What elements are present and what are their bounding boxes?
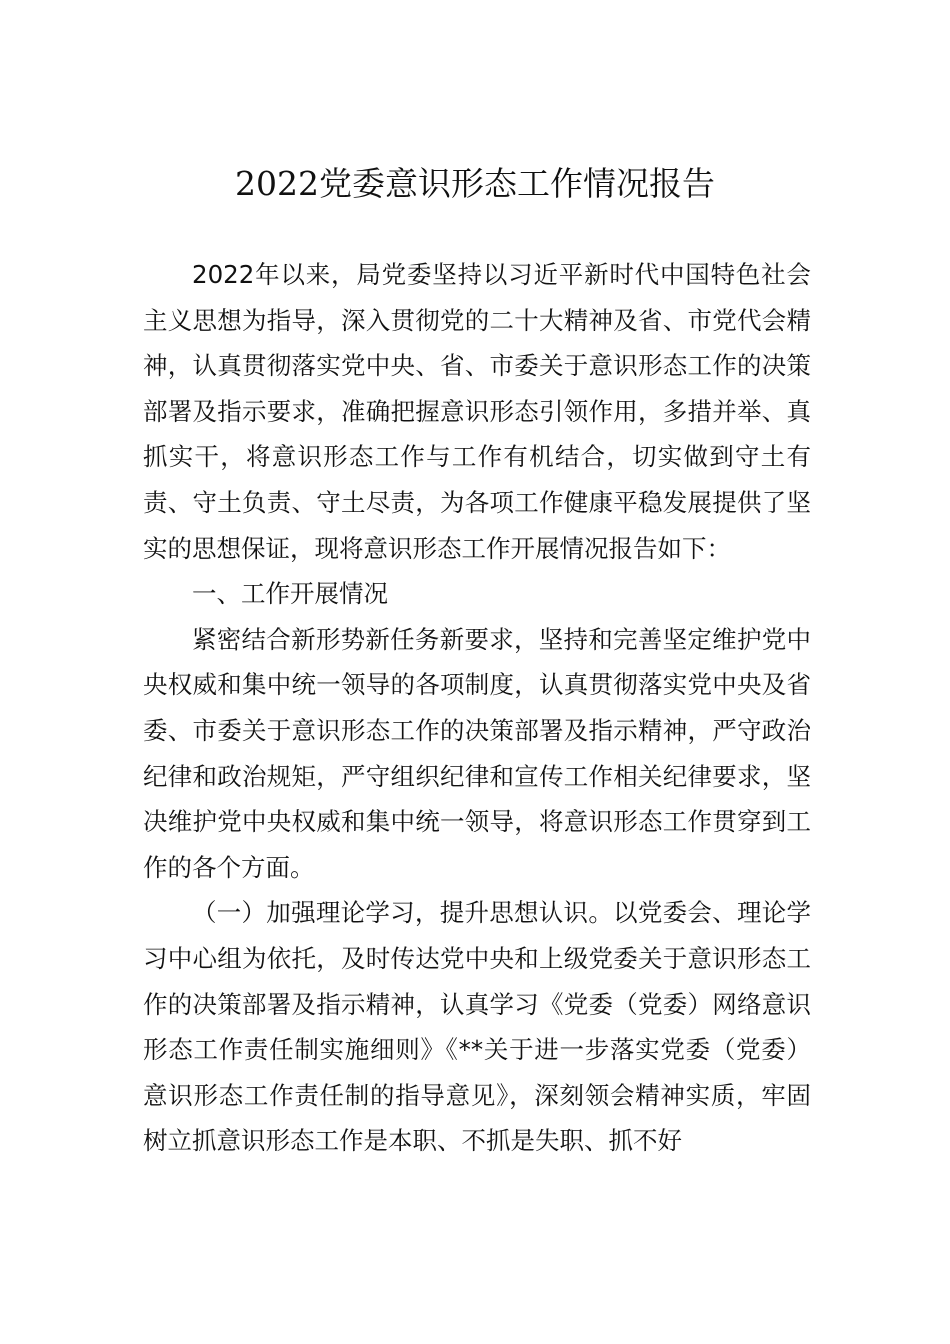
document-body (143, 252, 811, 1164)
section-1-paragraph: 紧密结合新形势新任务新要求，坚持和完善坚定维护党中央权威和集中统一领导的各项制度，认真贯彻落实党中央及省委、市委关于意识形态工作的决策部署及指示精神，严守政治纪律和政治规矩，严守组织纪律和宣传工作相关纪律要求，坚决维护党中央权威和集中统一领导，将意识形态工作贯穿到工作的各个方面。 (143, 624, 811, 882)
subsection-1-paragraph: （一）加强理论学习，提升思想认识。以党委会、理论学习中心组为依托，及时传达党中央和上级党委关于意识形态工作的决策部署及指示精神，认真学习《党委（党委）网络意识形态工作责任制实施细则》《**关于进一步落实党委（党委）意识形态工作责任制的指导意见》，深刻领会精神实质，牢固树立抓意识形态工作是本职、不抓是失职、抓不好 (143, 898, 811, 1156)
intro-paragraph: 2022年以来，局党委坚持以习近平新时代中国特色社会主义思想为指导，深入贯彻党的二十大精神及省、市党代会精神，认真贯彻落实党中央、省、市委关于意识形态工作的决策部署及指示要求，准确把握意识形态引领作用，多措并举、真抓实干，将意识形态工作与工作有机结合，切实做到守土有责、守土负责、守土尽责，为各项工作健康平稳发展提供了坚实的思想保证，现将意识形态工作开展情况报告如下： (143, 260, 811, 563)
document-title: 2022党委意识形态工作情况报告 (235, 164, 715, 203)
section-heading-1: 一、工作开展情况 (192, 579, 388, 609)
